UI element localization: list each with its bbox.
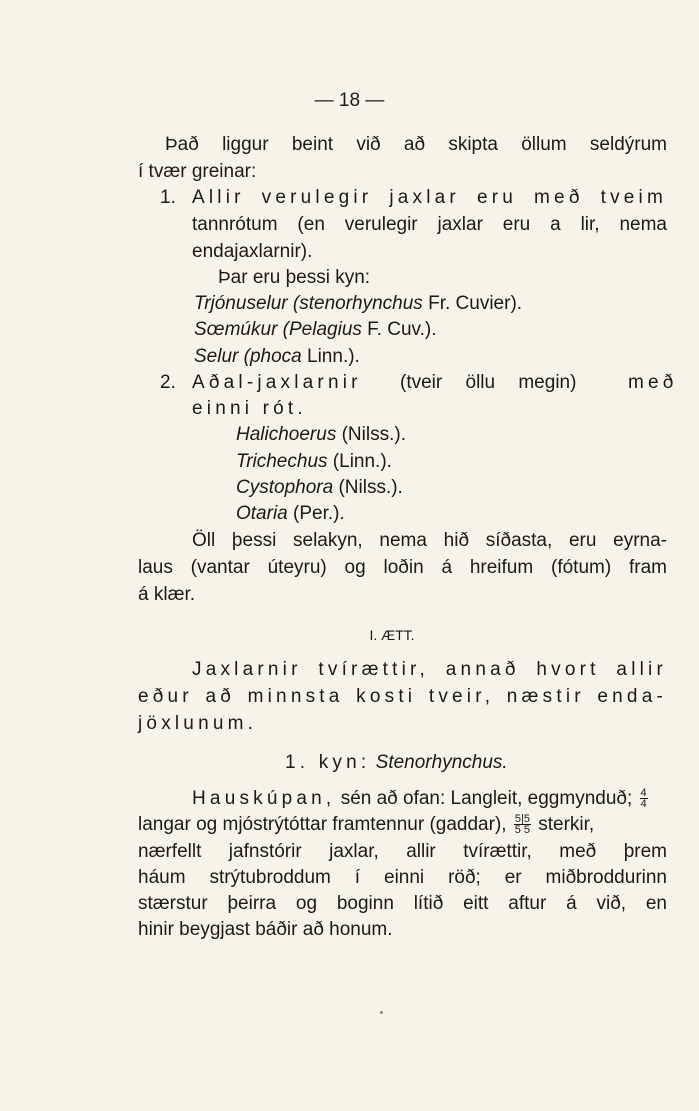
hauskupan-line-6: hinir beygjast báðir að honum. — [138, 919, 393, 940]
genus-line — [236, 502, 345, 526]
genus-name: Trichechus — [236, 451, 328, 472]
ink-speck — [380, 1011, 383, 1014]
group2-line1-left: Aðal-jaxlarnir — [192, 372, 362, 393]
closing-line-2: laus (vantar úteyru) og loðin á hreifum (fótum) fram — [138, 557, 667, 578]
genus-line — [194, 318, 437, 342]
genus-author: (Nilss.). — [338, 477, 403, 498]
page-number: — 18 — — [314, 90, 385, 111]
fraction-canines — [514, 814, 531, 835]
genus-line — [236, 423, 406, 447]
hauskupan-line2a: langar og mjóstrýtóttar framtennur (gaddar), — [138, 814, 507, 835]
group2-line-2: einni rót. — [192, 398, 307, 419]
section-line-2: eður að minnsta kosti tveir, næstir enda- — [138, 686, 667, 707]
group2-line1-mid: (tveir öllu megin) — [400, 372, 577, 393]
group1-number: 1. — [160, 187, 176, 208]
hauskupan-lead: Hauskúpan, — [192, 788, 336, 809]
intro-line-1: Það liggur beint við að skipta öllum seldýrum — [165, 134, 667, 155]
genus-name: Trjónuselur (stenorhynchus — [194, 293, 423, 314]
fraction-numerator: 5|5 — [514, 813, 530, 826]
section-heading: I. ÆTT. — [369, 627, 415, 643]
hauskupan-line2b: sterkir, — [538, 814, 595, 835]
closing-line-3: á klær. — [138, 584, 196, 605]
genus-name: Sœmúkur (Pelagius — [194, 319, 362, 340]
kyn-heading — [285, 751, 508, 775]
genus-author: (Nilss.). — [341, 424, 406, 445]
genus-author: Fr. Cuvier). — [428, 293, 523, 314]
hauskupan-line-1 — [192, 787, 667, 811]
section-line-3: jöxlunum. — [138, 713, 258, 734]
genus-name: Halichoerus — [236, 424, 337, 445]
genus-line — [194, 345, 360, 369]
group1-line-3: endajaxlarnir). — [192, 241, 313, 262]
fraction-numerator: 4 — [640, 787, 647, 800]
genus-name: Selur (phoca — [194, 346, 302, 367]
kyn-name: Stenorhynchus. — [375, 752, 508, 773]
kyn-prefix: 1. kyn: — [285, 752, 371, 773]
hauskupan-line-4: háum strýtubroddum í einni röð; er miðbroddurinn — [138, 867, 667, 888]
group1-kyn-intro: Þar eru þessi kyn: — [218, 267, 371, 288]
fraction-denominator: 5 5 — [514, 824, 531, 837]
genus-line — [194, 292, 522, 316]
genus-author: (Linn.). — [332, 451, 392, 472]
fraction-denominator: 4 — [640, 798, 647, 811]
genus-author: Linn.). — [307, 346, 360, 367]
group1-line-1: Allir verulegir jaxlar eru með tveim — [192, 187, 667, 208]
hauskupan-line1-rest: sén að ofan: Langleit, eggmynduð; — [340, 788, 633, 809]
genus-name: Cystophora — [236, 477, 334, 498]
hauskupan-line-3: nærfellt jafnstórir jaxlar, allir tvírættir, með þrem — [138, 841, 667, 862]
group2-line1-right: með — [628, 372, 678, 393]
fraction-incisors — [640, 788, 648, 809]
genus-author: (Per.). — [293, 503, 345, 524]
hauskupan-line-2 — [138, 813, 594, 837]
intro-line-2: í tvær greinar: — [138, 161, 257, 182]
genus-name: Otaria — [236, 503, 288, 524]
hauskupan-line-5: stærstur þeirra og boginn lítið eitt aftur á við, en — [138, 893, 667, 914]
group2-number: 2. — [160, 372, 176, 393]
genus-line — [236, 450, 392, 474]
genus-author: F. Cuv.). — [367, 319, 437, 340]
section-line-1: Jaxlarnir tvírættir, annað hvort allir — [192, 659, 667, 680]
group1-line-2: tannrótum (en verulegir jaxlar eru a lir, nema — [192, 214, 667, 235]
closing-line-1: Öll þessi selakyn, nema hið síðasta, eru eyrna- — [192, 530, 667, 551]
genus-line — [236, 476, 403, 500]
